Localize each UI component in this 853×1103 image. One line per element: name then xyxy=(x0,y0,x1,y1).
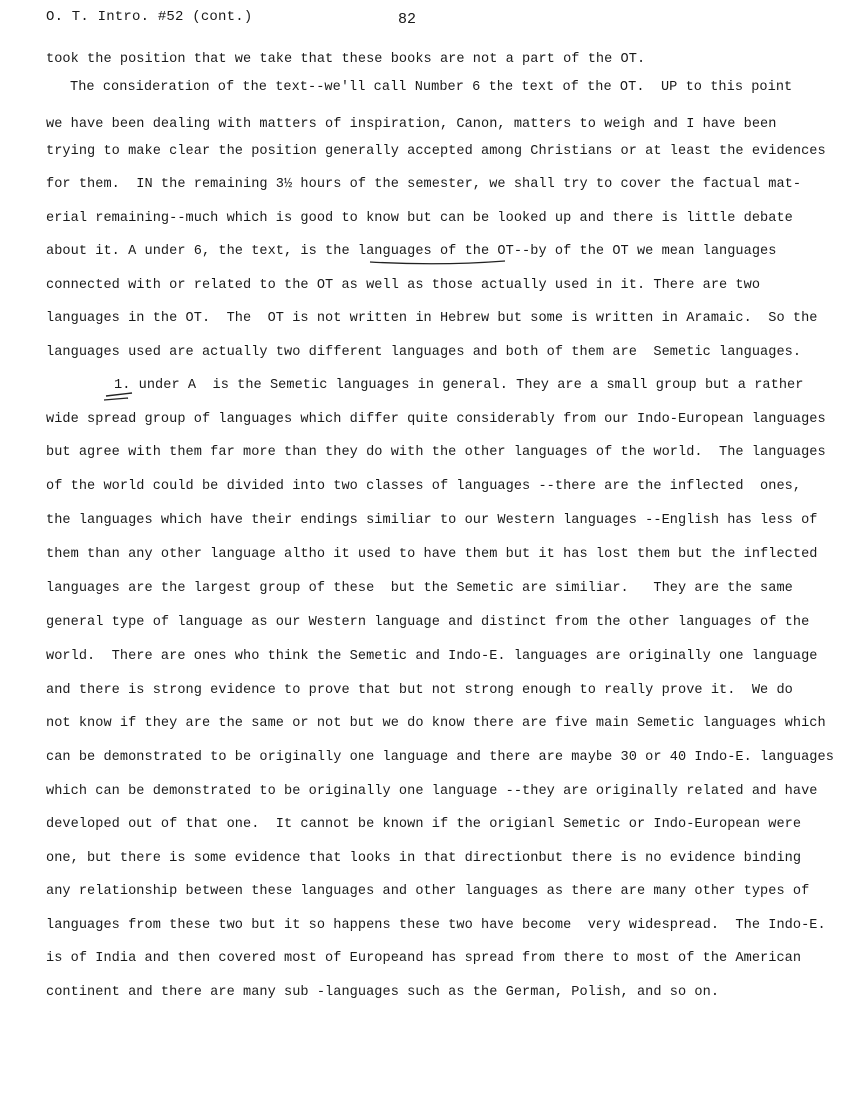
text-line: languages from these two but it so happens these two have become very widespread. The Indo-E. xyxy=(46,918,826,933)
text-line: world. There are ones who think the Semetic and Indo-E. languages are originally one language xyxy=(46,649,818,664)
text-line: languages are the largest group of these but the Semetic are similiar. They are the same xyxy=(46,581,793,596)
text-line: any relationship between these languages and other languages as there are many other types of xyxy=(46,884,810,899)
text-line: the languages which have their endings similiar to our Western languages --English has less of xyxy=(46,513,818,528)
text-line: languages used are actually two different languages and both of them are Semetic languages. xyxy=(46,345,802,360)
text-line: languages in the OT. The OT is not written in Hebrew but some is written in Aramaic. So the xyxy=(46,311,818,326)
text-line: can be demonstrated to be originally one language and there are maybe 30 or 40 Indo-E. languages xyxy=(46,750,834,765)
document-header-title: O. T. Intro. #52 (cont.) xyxy=(46,9,253,25)
text-line: of the world could be divided into two classes of languages --there are the inflected ones, xyxy=(46,479,802,494)
text-line: but agree with them far more than they do with the other languages of the world. The languages xyxy=(46,445,826,460)
text-line: for them. IN the remaining 3½ hours of the semester, we shall try to cover the factual mat- xyxy=(46,177,802,192)
text-line: them than any other language altho it used to have them but it has lost them but the inflected xyxy=(46,547,818,562)
text-line: is of India and then covered most of Europeand has spread from there to most of the American xyxy=(46,951,802,966)
text-line: took the position that we take that these books are not a part of the OT. xyxy=(46,52,646,67)
text-line: general type of language as our Western language and distinct from the other languages of the xyxy=(46,615,810,630)
text-line: about it. A under 6, the text, is the languages of the OT--by of the OT we mean languages xyxy=(46,244,777,259)
page-number: 82 xyxy=(398,11,417,28)
text-line: and there is strong evidence to prove that but not strong enough to really prove it. We do xyxy=(46,683,793,698)
text-line: which can be demonstrated to be originally one language --they are originally related and have xyxy=(46,784,818,799)
text-line: 1. under A is the Semetic languages in general. They are a small group but a rather xyxy=(114,378,804,393)
text-line: not know if they are the same or not but we do know there are five main Semetic languages which xyxy=(46,716,826,731)
text-line: we have been dealing with matters of inspiration, Canon, matters to weigh and I have been xyxy=(46,117,777,132)
text-line: The consideration of the text--we'll call Number 6 the text of the OT. UP to this point xyxy=(70,80,793,95)
text-line: continent and there are many sub -languages such as the German, Polish, and so on. xyxy=(46,985,720,1000)
text-line: one, but there is some evidence that looks in that directionbut there is no evidence binding xyxy=(46,851,802,866)
text-line: connected with or related to the OT as well as those actually used in it. There are two xyxy=(46,278,761,293)
text-line: developed out of that one. It cannot be known if the origianl Semetic or Indo-European were xyxy=(46,817,802,832)
text-line: wide spread group of languages which differ quite considerably from our Indo-European languages xyxy=(46,412,826,427)
text-line: erial remaining--much which is good to know but can be looked up and there is little debate xyxy=(46,211,793,226)
text-line: trying to make clear the position generally accepted among Christians or at least the evidences xyxy=(46,144,826,159)
